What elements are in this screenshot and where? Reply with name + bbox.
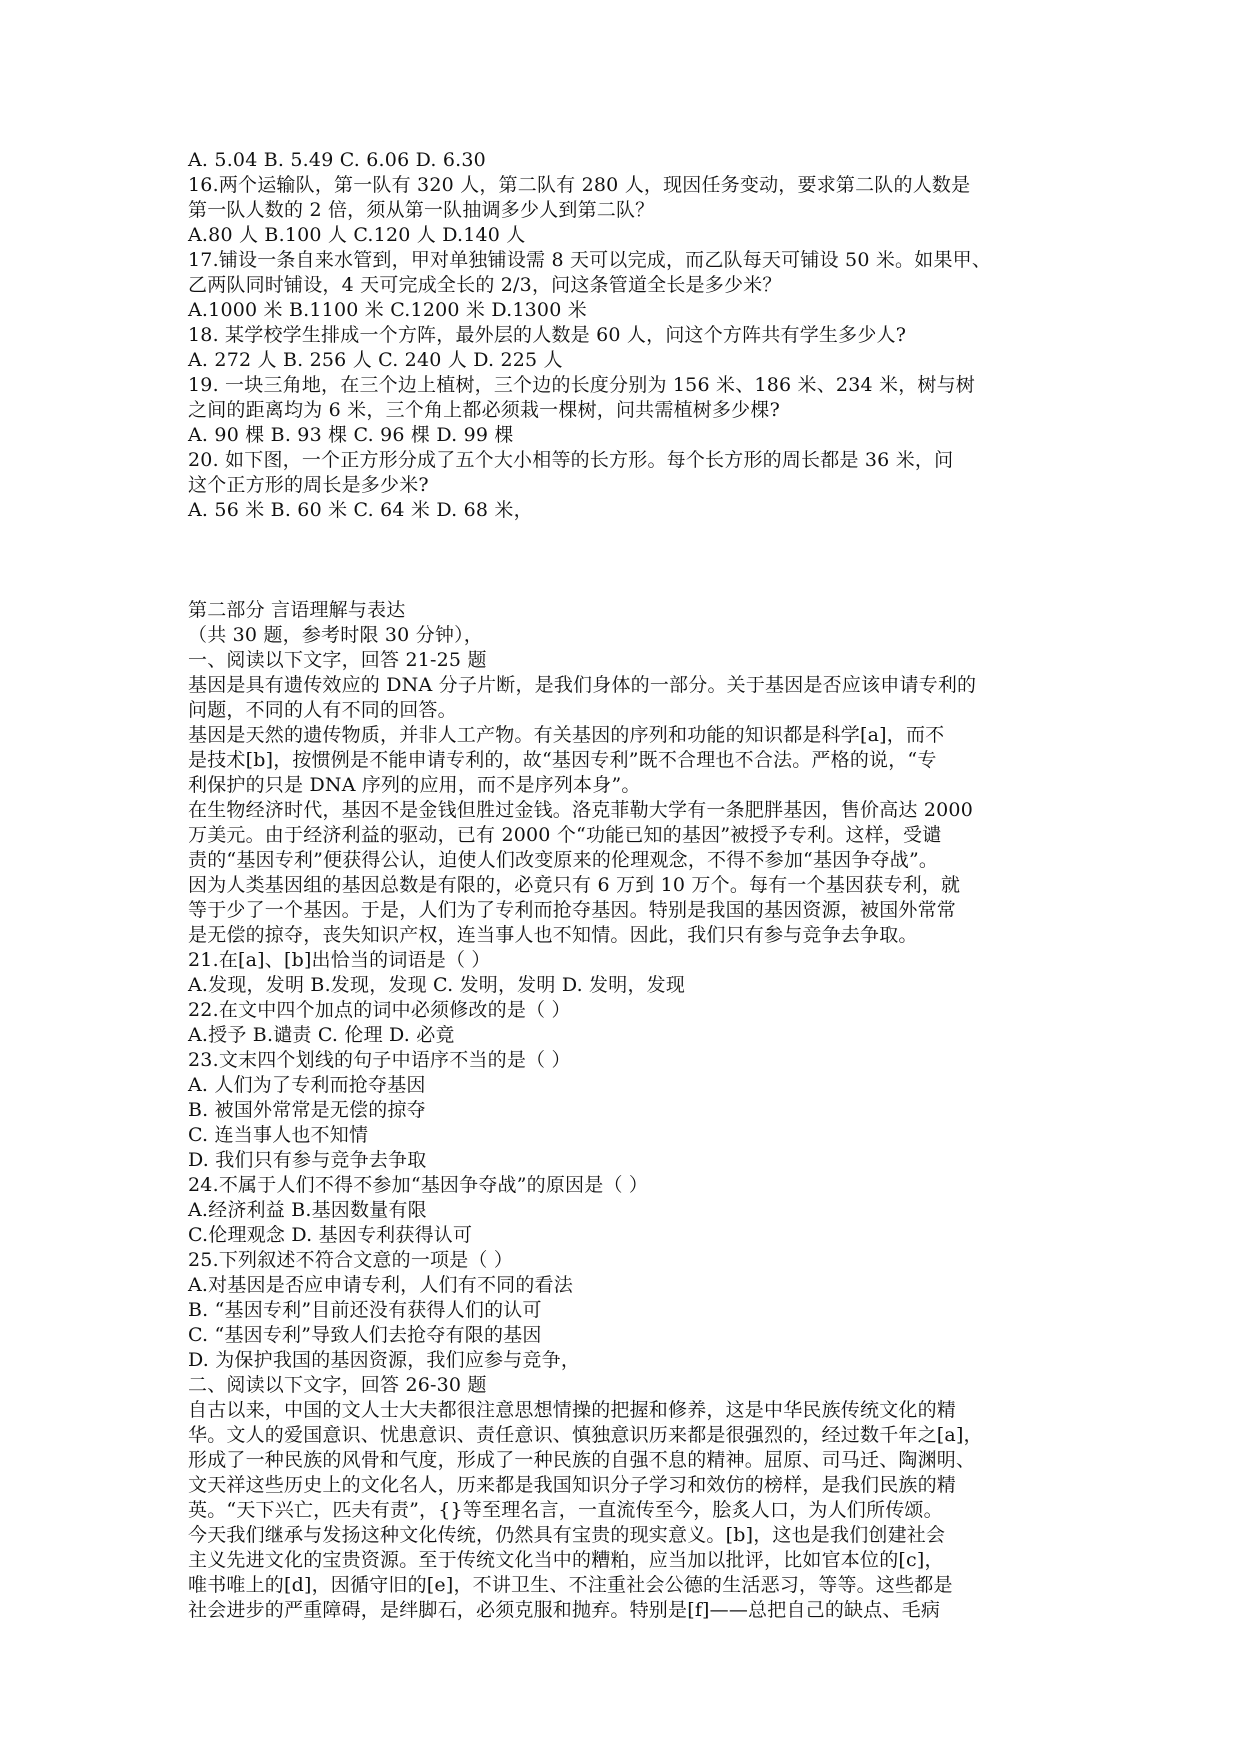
text-line: A.1000 米 B.1100 米 C.1200 米 D.1300 米 — [188, 299, 587, 321]
text-line: 问题，不同的人有不同的回答。 — [188, 699, 457, 721]
text-line: 在生物经济时代，基因不是金钱但胜过金钱。洛克菲勒大学有一条肥胖基因，售价高达 2000 — [188, 799, 973, 821]
text-line: 这个正方形的周长是多少米? — [188, 474, 429, 496]
options-line: D. 为保护我国的基因资源，我们应参与竞争， — [188, 1349, 581, 1371]
text-line: 利保护的只是 DNA 序列的应用，而不是序列本身”。 — [188, 774, 641, 796]
text-line: 唯书唯上的[d]，因循守旧的[e]，不讲卫生、不注重社会公德的生活恶习，等等。这些都是 — [188, 1574, 953, 1596]
options-line: A.对基因是否应申请专利，人们有不同的看法 — [188, 1274, 573, 1296]
text-line: 之间的距离均为 6 米，三个角上都必须栽一棵树，问共需植树多少棵? — [188, 399, 780, 421]
text-line: 万美元。由于经济利益的驱动，已有 2000 个“功能已知的基因”被授予专利。这样，受谴 — [188, 824, 942, 846]
question-line: 25.下列叙述不符合文意的一项是（ ） — [188, 1249, 514, 1271]
text-line: 是技术[b]，按惯例是不能申请专利的，故“基因专利”既不合理也不合法。严格的说，“专 — [188, 749, 937, 771]
text-line: 19. 一块三角地，在三个边上植树，三个边的长度分别为 156 米、186 米、234 米，树与树 — [188, 374, 976, 396]
passage-heading: 一、阅读以下文字，回答 21-25 题 — [188, 649, 487, 671]
text-line: 基因是天然的遗传物质，并非人工产物。有关基因的序列和功能的知识都是科学[a]，而不 — [188, 724, 945, 746]
text-line: 18. 某学校学生排成一个方阵，最外层的人数是 60 人，问这个方阵共有学生多少人? — [188, 324, 907, 346]
verbal-section — [188, 598, 1058, 1648]
text-line: A. 90 棵 B. 93 棵 C. 96 棵 D. 99 棵 — [188, 424, 514, 446]
question-line: 24.不属于人们不得不参加“基因争夺战”的原因是（ ） — [188, 1174, 649, 1196]
text-line: 乙两队同时铺设，4 天可完成全长的 2/3，问这条管道全长是多少米？ — [188, 274, 782, 296]
text-line — [188, 1623, 1058, 1648]
text-line: 形成了一种民族的风骨和气度，形成了一种民族的自强不息的精神。屈原、司马迁、陶渊明、 — [188, 1449, 976, 1471]
text-line: A. 56 米 B. 60 米 C. 64 米 D. 68 米， — [188, 499, 533, 521]
text-line: 20. 如下图，一个正方形分成了五个大小相等的长方形。每个长方形的周长都是 36 米，问 — [188, 449, 954, 471]
text-line: 等于少了一个基因。于是，人们为了专利而抢夺基因。特别是我国的基因资源，被国外常常 — [188, 899, 957, 921]
question-line: 21.在[a]、[b]出恰当的词语是（ ） — [188, 949, 491, 971]
text-line: 16.两个运输队，第一队有 320 人，第二队有 280 人，现因任务变动，要求第二队的人数是 — [188, 174, 971, 196]
options-line: C.伦理观念 D. 基因专利获得认可 — [188, 1224, 473, 1246]
options-line: D. 我们只有参与竞争去争取 — [188, 1149, 427, 1171]
text-line: 文天祥这些历史上的文化名人，历来都是我国知识分子学习和效仿的榜样，是我们民族的精 — [188, 1474, 957, 1496]
text-line: 主义先进文化的宝贵资源。至于传统文化当中的糟粕，应当加以批评，比如官本位的[c]， — [188, 1549, 944, 1571]
section-subtitle: （共 30 题，参考时限 30 分钟）， — [188, 624, 484, 646]
options-line: A.发现，发明 B.发现，发现 C. 发明，发明 D. 发明，发现 — [188, 974, 686, 996]
question-line: 23.文末四个划线的句子中语序不当的是（ ） — [188, 1049, 571, 1071]
text-line: 今天我们继承与发扬这种文化传统，仍然具有宝贵的现实意义。[b]，这也是我们创建社会 — [188, 1524, 946, 1546]
text-line: 英。“天下兴亡，匹夫有责”，{}等至理名言，一直流传至今，脍炙人口，为人们所传颂。 — [188, 1499, 943, 1521]
text-line: 自古以来，中国的文人士大夫都很注意思想情操的把握和修养，这是中华民族传统文化的精 — [188, 1399, 957, 1421]
section-title: 第二部分 言语理解与表达 — [188, 599, 406, 621]
options-line: A.经济利益 B.基因数量有限 — [188, 1199, 427, 1221]
options-line: A. 人们为了专利而抢夺基因 — [188, 1074, 426, 1096]
passage-heading: 二、阅读以下文字，回答 26-30 题 — [188, 1374, 487, 1396]
text-line: 第一队人数的 2 倍，须从第一队抽调多少人到第二队？ — [188, 199, 655, 221]
math-section-tail — [188, 148, 1058, 523]
text-line: 基因是具有遗传效应的 DNA 分子片断，是我们身体的一部分。关于基因是否应该申请专利的 — [188, 674, 977, 696]
options-line: C. 连当事人也不知情 — [188, 1124, 369, 1146]
text-line: A. 5.04 B. 5.49 C. 6.06 D. 6.30 — [188, 149, 486, 171]
text-line: 社会进步的严重障碍，是绊脚石，必须克服和抛弃。特别是[f]——总把自己的缺点、毛病 — [188, 1599, 941, 1621]
options-line: C. “基因专利”导致人们去抢夺有限的基因 — [188, 1324, 542, 1346]
text-line: 华。文人的爱国意识、忧患意识、责任意识、慎独意识历来都是很强烈的，经过数千年之[a]， — [188, 1424, 983, 1446]
text-line: 是无偿的掠夺，丧失知识产权，连当事人也不知情。因此，我们只有参与竞争去争取。 — [188, 924, 918, 946]
text-line: A.80 人 B.100 人 C.120 人 D.140 人 — [188, 224, 526, 246]
section-gap — [188, 523, 1058, 598]
options-line: B. 被国外常常是无偿的掠夺 — [188, 1099, 426, 1121]
question-line: 22.在文中四个加点的词中必须修改的是（ ） — [188, 999, 571, 1021]
options-line: A.授予 B.谴责 C. 伦理 D. 必竟 — [188, 1024, 455, 1046]
document-body — [188, 148, 1058, 1648]
options-line: B. “基因专利”目前还没有获得人们的认可 — [188, 1299, 542, 1321]
text-line: 责的“基因专利”便获得公认，迫使人们改变原来的伦理观念，不得不参加“基因争夺战”。 — [188, 849, 939, 871]
text-line: A. 272 人 B. 256 人 C. 240 人 D. 225 人 — [188, 349, 563, 371]
text-line: 因为人类基因组的基因总数是有限的，必竟只有 6 万到 10 万个。每有一个基因获专利，就 — [188, 874, 961, 896]
text-line: 17.铺设一条自来水管到，甲对单独铺设需 8 天可以完成，而乙队每天可铺设 50 米。如果甲、 — [188, 249, 992, 271]
